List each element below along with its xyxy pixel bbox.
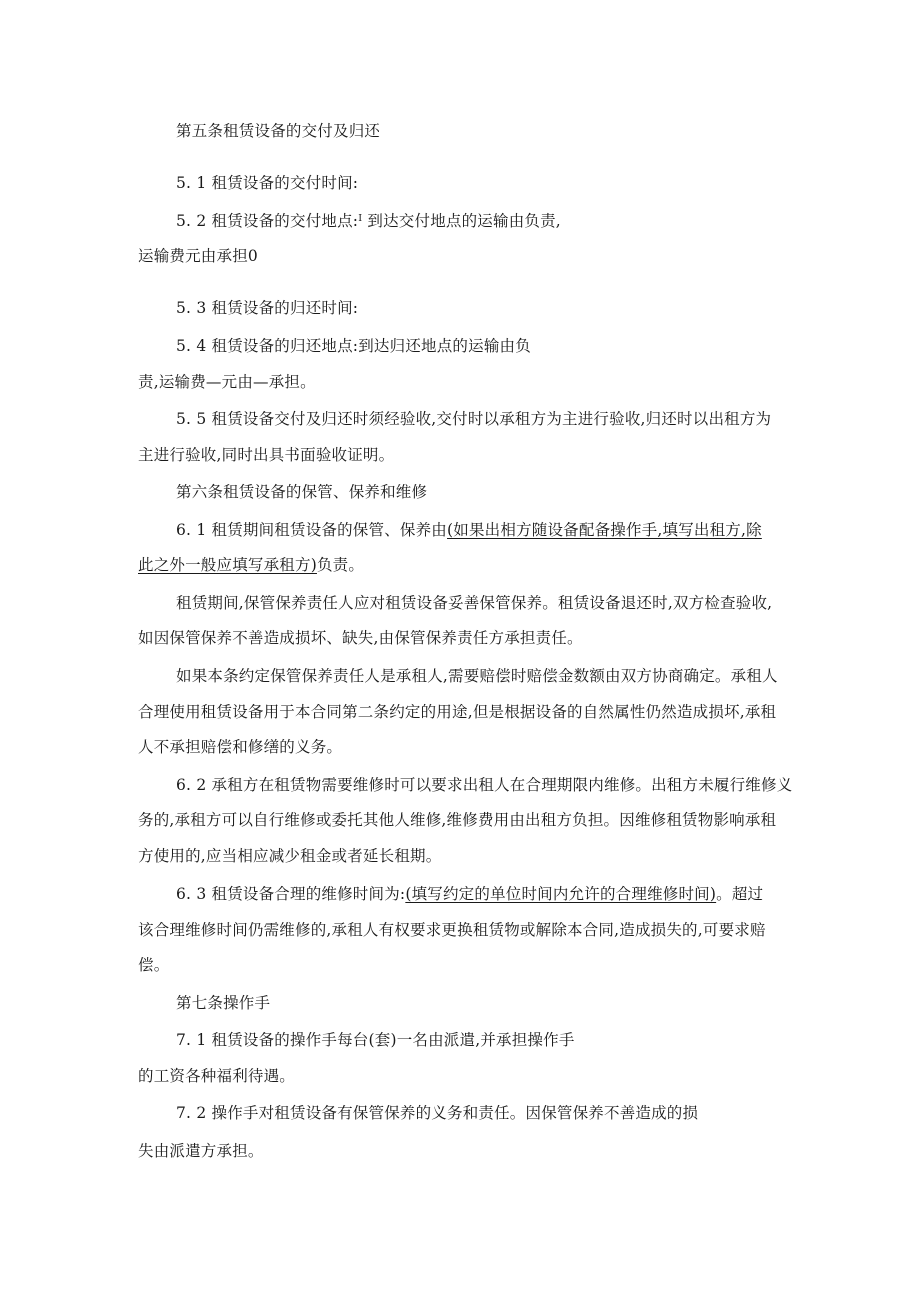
paragraph-compensation-line-2: 合理使用租赁设备用于本合同第二条约定的用途,但是根据设备的自然属性仍然造成损坏,承租: [138, 703, 777, 721]
paragraph-custody-line-1: 租赁期间,保管保养责任人应对租赁设备妥善保管保养。租赁设备退还时,双方检查验收,: [176, 594, 773, 612]
article-7-heading: 第七条操作手: [176, 994, 271, 1012]
clause-5-2-line-2: 运输费元由承担0: [138, 247, 258, 265]
clause-7-1-line-1: 7. 1 租赁设备的操作手每台(套)一名由派遣,并承担操作手: [176, 1031, 575, 1049]
paragraph-compensation-line-3: 人不承担赔偿和修缮的义务。: [138, 738, 343, 756]
clause-6-2-line-2: 务的,承租方可以自行维修或委托其他人维修,维修费用由出租方负担。因维修租赁物影响承租: [138, 811, 777, 829]
clause-6-1-prefix: 6. 1 租赁期间租赁设备的保管、保养由: [176, 521, 448, 539]
clause-7-2-line-1: 7. 2 操作手对租赁设备有保管保养的义务和责任。因保管保养不善造成的损: [176, 1104, 699, 1122]
clause-7-2-line-2: 失由派遣方承担。: [138, 1142, 264, 1160]
clause-6-1-note: (如果出相方随设备配备操作手,填写出租方,除: [447, 521, 762, 539]
clause-6-1-suffix: 负责。: [316, 556, 365, 574]
article-5-heading: 第五条租赁设备的交付及归还: [176, 122, 381, 140]
clause-5-3: 5. 3 租赁设备的归还时间:: [176, 299, 359, 317]
clause-6-2-line-1: 6. 2 承租方在租赁物需要维修时可以要求出租人在合理期限内维修。出租方未履行维修义: [176, 776, 793, 794]
clause-6-3-prefix: 6. 3 租赁设备合理的维修时间为:: [176, 885, 406, 903]
clause-5-4-line-2: 责,运输费—元由—承担。: [138, 373, 316, 391]
clause-6-3-line-1: [176, 884, 763, 904]
article-6-heading: 第六条租赁设备的保管、保养和维修: [176, 483, 428, 501]
clause-5-2-line-1: 5. 2 租赁设备的交付地点:ᴵ 到达交付地点的运输由负责,: [176, 212, 561, 230]
clause-6-2-line-3: 方使用的,应当相应减少租金或者延长租期。: [138, 847, 442, 865]
clause-6-3-suffix: 。超过: [716, 885, 764, 903]
clause-6-3-note: (填写约定的单位时间内允许的合理维修时间): [405, 885, 717, 903]
clause-6-3-line-3: 偿。: [138, 956, 170, 974]
clause-6-1-line-2: [138, 555, 364, 575]
clause-5-4-line-1: 5. 4 租赁设备的归还地点:到达归还地点的运输由负: [176, 337, 531, 355]
clause-5-1: 5. 1 租赁设备的交付时间:: [176, 174, 359, 192]
clause-7-1-line-2: 的工资各种福利待遇。: [138, 1067, 296, 1085]
paragraph-compensation-line-1: 如果本条约定保管保养责任人是承租人,需要赔偿时赔偿金数额由双方协商确定。承租人: [176, 667, 778, 685]
clause-6-1-note-cont: 此之外一般应填写承租方): [138, 556, 317, 574]
clause-6-1-line-1: [176, 520, 762, 540]
clause-5-5-line-1: 5. 5 租赁设备交付及归还时须经验收,交付时以承租方为主进行验收,归还时以出租方为: [176, 410, 772, 428]
clause-6-3-line-2: 该合理维修时间仍需维修的,承租人有权要求更换租赁物或解除本合同,造成损失的,可要求赔: [138, 921, 766, 939]
clause-5-5-line-2: 主进行验收,同时出具书面验收证明。: [138, 446, 395, 464]
paragraph-custody-line-2: 如因保管保养不善造成损坏、缺失,由保管保养责任方承担责任。: [138, 629, 583, 647]
